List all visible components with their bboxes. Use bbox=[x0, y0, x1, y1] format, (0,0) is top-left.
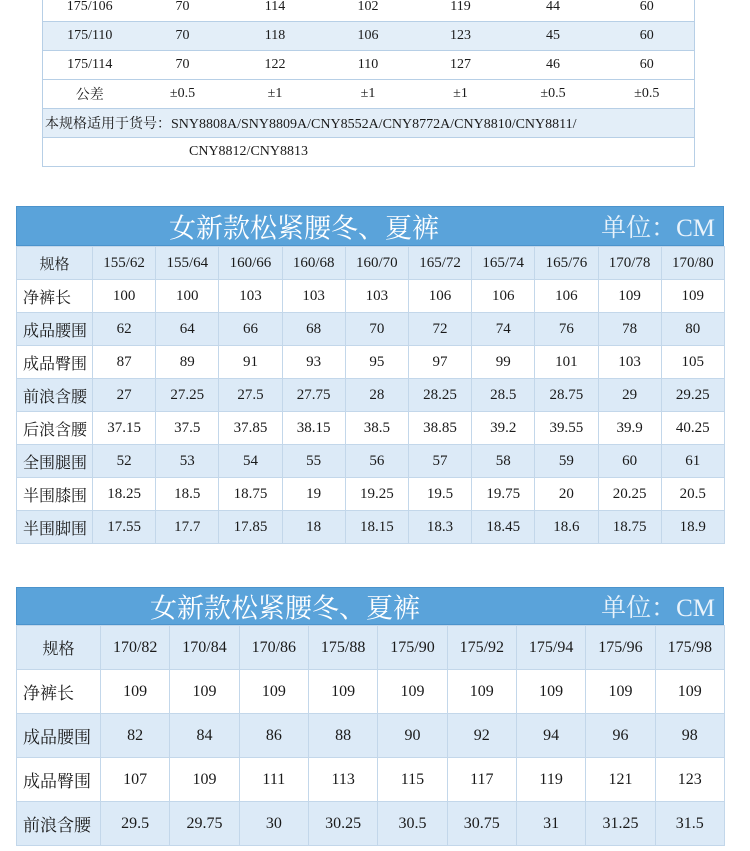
table-cell: 118 bbox=[229, 22, 322, 51]
table-cell: ±0.5 bbox=[137, 80, 229, 109]
table-cell: 70 bbox=[137, 22, 229, 51]
size-header-cell: 165/72 bbox=[408, 247, 471, 280]
table-cell: 78 bbox=[598, 313, 661, 346]
table-cell: 74 bbox=[472, 313, 535, 346]
table-cell: 92 bbox=[447, 714, 516, 758]
table-cell: 70 bbox=[345, 313, 408, 346]
table-cell: 29 bbox=[598, 379, 661, 412]
table-row bbox=[43, 80, 695, 109]
table-cell: 96 bbox=[586, 714, 655, 758]
row-label: 半围脚围 bbox=[17, 511, 93, 544]
table-cell: 59 bbox=[535, 445, 598, 478]
size-table-3 bbox=[16, 625, 725, 846]
table-cell: 45 bbox=[507, 22, 600, 51]
size-table-2 bbox=[16, 246, 725, 544]
table-cell: 30.5 bbox=[378, 802, 447, 846]
size-header-cell: 170/82 bbox=[101, 626, 170, 670]
table-cell: ±1 bbox=[322, 80, 415, 109]
table-cell: 109 bbox=[170, 670, 239, 714]
table-cell: 103 bbox=[282, 280, 345, 313]
table-cell: 76 bbox=[535, 313, 598, 346]
table-cell: 64 bbox=[156, 313, 219, 346]
size-header-row bbox=[17, 626, 725, 670]
table-cell: 18.75 bbox=[598, 511, 661, 544]
table-cell: 58 bbox=[472, 445, 535, 478]
table-cell: 109 bbox=[170, 758, 239, 802]
table-row bbox=[17, 478, 725, 511]
table-cell: 31.25 bbox=[586, 802, 655, 846]
table-cell: 99 bbox=[472, 346, 535, 379]
table-cell: 100 bbox=[156, 280, 219, 313]
table-cell: 27.75 bbox=[282, 379, 345, 412]
size-header-cell: 165/76 bbox=[535, 247, 598, 280]
table-cell: 84 bbox=[170, 714, 239, 758]
table-cell: 60 bbox=[600, 51, 695, 80]
size-header-cell: 170/78 bbox=[598, 247, 661, 280]
table-cell: 19 bbox=[282, 478, 345, 511]
table-row bbox=[43, 22, 695, 51]
row-label: 175/106 bbox=[43, 0, 137, 22]
table-cell: 17.7 bbox=[156, 511, 219, 544]
size-header-cell: 175/98 bbox=[655, 626, 724, 670]
table-cell: 109 bbox=[655, 670, 724, 714]
table-cell: 88 bbox=[308, 714, 377, 758]
row-label: 前浪含腰 bbox=[17, 802, 101, 846]
table-cell: 28 bbox=[345, 379, 408, 412]
row-label: 成品臀围 bbox=[17, 346, 93, 379]
size-header-label: 规格 bbox=[17, 626, 101, 670]
table-cell: 89 bbox=[156, 346, 219, 379]
table-cell: 109 bbox=[586, 670, 655, 714]
table-cell: 97 bbox=[408, 346, 471, 379]
table-cell: 20.25 bbox=[598, 478, 661, 511]
table-cell: 113 bbox=[308, 758, 377, 802]
size-header-cell: 160/68 bbox=[282, 247, 345, 280]
table-cell: 31.5 bbox=[655, 802, 724, 846]
table-cell: 37.5 bbox=[156, 412, 219, 445]
table-cell: 52 bbox=[93, 445, 156, 478]
table-cell: ±0.5 bbox=[507, 80, 600, 109]
size-header-cell: 175/94 bbox=[516, 626, 585, 670]
table-cell: 127 bbox=[415, 51, 507, 80]
size-header-cell: 160/70 bbox=[345, 247, 408, 280]
size-header-row bbox=[17, 247, 725, 280]
table-cell: 18.6 bbox=[535, 511, 598, 544]
table-row bbox=[17, 714, 725, 758]
table-cell: 109 bbox=[447, 670, 516, 714]
table-cell: 19.25 bbox=[345, 478, 408, 511]
table2-title-bar bbox=[16, 206, 724, 246]
table-cell: 30 bbox=[239, 802, 308, 846]
table-cell: 107 bbox=[101, 758, 170, 802]
table-row bbox=[43, 0, 695, 22]
table-cell: 72 bbox=[408, 313, 471, 346]
row-label: 净裤长 bbox=[17, 280, 93, 313]
row-label: 成品腰围 bbox=[17, 313, 93, 346]
table-cell: 18.15 bbox=[345, 511, 408, 544]
table-cell: 115 bbox=[378, 758, 447, 802]
table-cell: 101 bbox=[535, 346, 598, 379]
table-cell: 18.9 bbox=[661, 511, 724, 544]
table-cell: 56 bbox=[345, 445, 408, 478]
table-cell: 38.5 bbox=[345, 412, 408, 445]
table-cell: 68 bbox=[282, 313, 345, 346]
table-cell: 18.25 bbox=[93, 478, 156, 511]
table-row bbox=[17, 313, 725, 346]
table-cell: 87 bbox=[93, 346, 156, 379]
table-cell: 109 bbox=[101, 670, 170, 714]
table-cell: 103 bbox=[345, 280, 408, 313]
row-label: 成品腰围 bbox=[17, 714, 101, 758]
size-header-cell: 165/74 bbox=[472, 247, 535, 280]
table-cell: 60 bbox=[600, 22, 695, 51]
table-cell: 82 bbox=[101, 714, 170, 758]
table-cell: 70 bbox=[137, 0, 229, 22]
row-label: 175/114 bbox=[43, 51, 137, 80]
table-cell: 27.5 bbox=[219, 379, 282, 412]
table-cell: 28.25 bbox=[408, 379, 471, 412]
table-cell: 123 bbox=[415, 22, 507, 51]
table-cell: 109 bbox=[308, 670, 377, 714]
table-cell: 28.5 bbox=[472, 379, 535, 412]
table-cell: 18.5 bbox=[156, 478, 219, 511]
table-cell: 39.2 bbox=[472, 412, 535, 445]
table-cell: 109 bbox=[598, 280, 661, 313]
table-cell: 38.15 bbox=[282, 412, 345, 445]
table-row bbox=[17, 412, 725, 445]
table-row bbox=[17, 511, 725, 544]
table-cell: 30.25 bbox=[308, 802, 377, 846]
table-cell: 111 bbox=[239, 758, 308, 802]
table2-unit: 单位：CM bbox=[601, 215, 715, 242]
row-label: 半围膝围 bbox=[17, 478, 93, 511]
table-cell: 106 bbox=[472, 280, 535, 313]
row-label: 成品臀围 bbox=[17, 758, 101, 802]
table-cell: 119 bbox=[516, 758, 585, 802]
table-cell: 27 bbox=[93, 379, 156, 412]
table-cell: 20 bbox=[535, 478, 598, 511]
table-cell: 29.75 bbox=[170, 802, 239, 846]
size-header-cell: 170/84 bbox=[170, 626, 239, 670]
table-cell: 19.5 bbox=[408, 478, 471, 511]
table-cell: 20.5 bbox=[661, 478, 724, 511]
table-cell: 40.25 bbox=[661, 412, 724, 445]
table-cell: 46 bbox=[507, 51, 600, 80]
size-header-cell: 170/80 bbox=[661, 247, 724, 280]
size-header-cell: 175/90 bbox=[378, 626, 447, 670]
row-label: 全围腿围 bbox=[17, 445, 93, 478]
table-row bbox=[17, 346, 725, 379]
table-cell: 39.9 bbox=[598, 412, 661, 445]
table-cell: 60 bbox=[600, 0, 695, 22]
table-cell: 55 bbox=[282, 445, 345, 478]
table-cell: 90 bbox=[378, 714, 447, 758]
table-cell: 54 bbox=[219, 445, 282, 478]
table-cell: 18 bbox=[282, 511, 345, 544]
table-cell: 98 bbox=[655, 714, 724, 758]
table-cell: 106 bbox=[408, 280, 471, 313]
table-cell: 117 bbox=[447, 758, 516, 802]
row-label: 前浪含腰 bbox=[17, 379, 93, 412]
table-cell: 109 bbox=[239, 670, 308, 714]
table-cell: 17.85 bbox=[219, 511, 282, 544]
table2-title: 女新款松紧腰冬、夏裤 bbox=[169, 213, 439, 244]
table-cell: 61 bbox=[661, 445, 724, 478]
table-cell: 121 bbox=[586, 758, 655, 802]
table-row bbox=[17, 670, 725, 714]
table3-title: 女新款松紧腰冬、夏裤 bbox=[150, 593, 420, 624]
table-cell: 31 bbox=[516, 802, 585, 846]
table-cell: 94 bbox=[516, 714, 585, 758]
table-cell: 60 bbox=[598, 445, 661, 478]
table-cell: 86 bbox=[239, 714, 308, 758]
table-cell: 29.5 bbox=[101, 802, 170, 846]
table-cell: 38.85 bbox=[408, 412, 471, 445]
table-cell: 66 bbox=[219, 313, 282, 346]
table-cell: 29.25 bbox=[661, 379, 724, 412]
table-row bbox=[17, 802, 725, 846]
table-cell: 44 bbox=[507, 0, 600, 22]
top-size-table bbox=[42, 0, 695, 167]
row-label: 175/110 bbox=[43, 22, 137, 51]
table-cell: 28.75 bbox=[535, 379, 598, 412]
size-header-cell: 175/92 bbox=[447, 626, 516, 670]
table-cell: 106 bbox=[322, 22, 415, 51]
table3-title-bar bbox=[16, 587, 724, 625]
table-cell: 19.75 bbox=[472, 478, 535, 511]
table-cell: 122 bbox=[229, 51, 322, 80]
table-cell: 53 bbox=[156, 445, 219, 478]
table-cell: 18.75 bbox=[219, 478, 282, 511]
table-cell: 57 bbox=[408, 445, 471, 478]
table-cell: 17.55 bbox=[93, 511, 156, 544]
table-cell: 102 bbox=[322, 0, 415, 22]
size-header-cell: 155/64 bbox=[156, 247, 219, 280]
table-cell: 105 bbox=[661, 346, 724, 379]
table-cell: ±1 bbox=[229, 80, 322, 109]
table-cell: 114 bbox=[229, 0, 322, 22]
table-cell: 103 bbox=[598, 346, 661, 379]
table-cell: 100 bbox=[93, 280, 156, 313]
table-cell: 123 bbox=[655, 758, 724, 802]
table-cell: 93 bbox=[282, 346, 345, 379]
table-cell: 110 bbox=[322, 51, 415, 80]
table-row bbox=[17, 379, 725, 412]
table-cell: 30.75 bbox=[447, 802, 516, 846]
note-row bbox=[43, 109, 695, 138]
row-label: 公差 bbox=[43, 80, 137, 109]
size-header-cell: 170/86 bbox=[239, 626, 308, 670]
table-cell: 106 bbox=[535, 280, 598, 313]
table-cell: 70 bbox=[137, 51, 229, 80]
table-cell: 37.85 bbox=[219, 412, 282, 445]
table-cell: 109 bbox=[516, 670, 585, 714]
size-header-cell: 160/66 bbox=[219, 247, 282, 280]
size-header-cell: 175/96 bbox=[586, 626, 655, 670]
table-cell: 95 bbox=[345, 346, 408, 379]
table-row bbox=[17, 758, 725, 802]
applicable-items-note-continued: CNY8812/CNY8813 bbox=[43, 138, 695, 167]
table-cell: ±0.5 bbox=[600, 80, 695, 109]
table-cell: 18.45 bbox=[472, 511, 535, 544]
table-cell: 27.25 bbox=[156, 379, 219, 412]
table-cell: ±1 bbox=[415, 80, 507, 109]
table-cell: 80 bbox=[661, 313, 724, 346]
note-row bbox=[43, 138, 695, 167]
table-cell: 109 bbox=[378, 670, 447, 714]
size-header-cell: 155/62 bbox=[93, 247, 156, 280]
table-row bbox=[17, 280, 725, 313]
table-cell: 119 bbox=[415, 0, 507, 22]
row-label: 后浪含腰 bbox=[17, 412, 93, 445]
table-cell: 91 bbox=[219, 346, 282, 379]
applicable-items-note: 本规格适用于货号：SNY8808A/SNY8809A/CNY8552A/CNY8772A/CNY8810/CNY8811/ bbox=[43, 109, 695, 138]
row-label: 净裤长 bbox=[17, 670, 101, 714]
table-cell: 109 bbox=[661, 280, 724, 313]
table-cell: 18.3 bbox=[408, 511, 471, 544]
size-header-label: 规格 bbox=[17, 247, 93, 280]
table-cell: 37.15 bbox=[93, 412, 156, 445]
table-row bbox=[43, 51, 695, 80]
table-cell: 39.55 bbox=[535, 412, 598, 445]
table-cell: 62 bbox=[93, 313, 156, 346]
size-header-cell: 175/88 bbox=[308, 626, 377, 670]
table-cell: 103 bbox=[219, 280, 282, 313]
table3-unit: 单位：CM bbox=[601, 595, 715, 622]
table-row bbox=[17, 445, 725, 478]
